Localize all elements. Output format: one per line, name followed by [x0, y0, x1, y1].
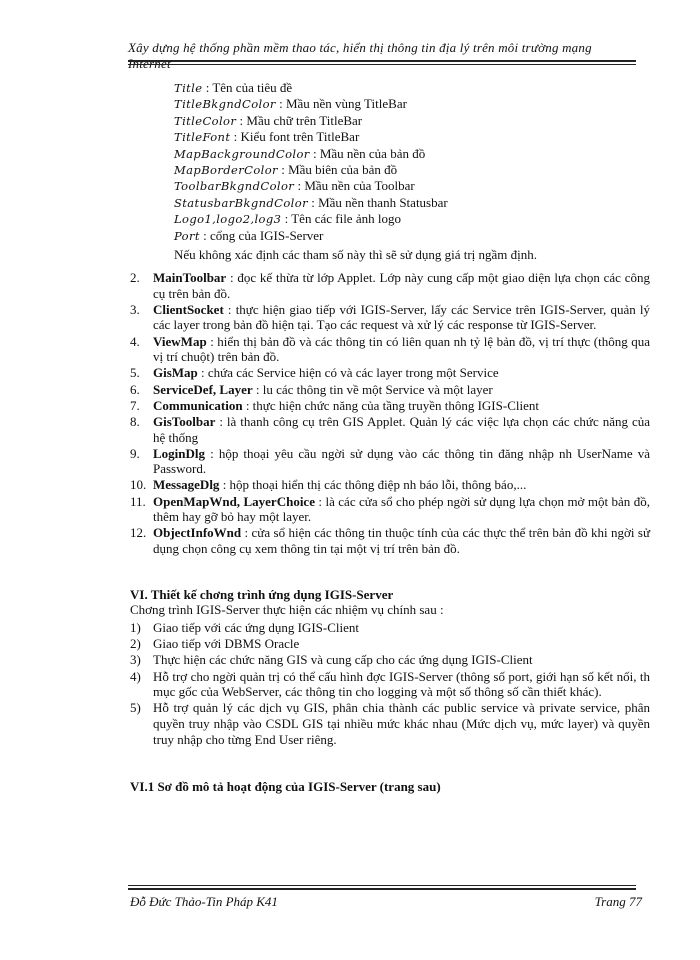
list-item [130, 477, 650, 493]
param-name: Port [174, 228, 200, 243]
param-name: TitleBkgndColor [174, 97, 276, 112]
item-number: 3) [130, 652, 141, 668]
param-line [174, 113, 448, 129]
class-name: GisMap [153, 365, 198, 381]
class-desc: : thực hiện chức năng của tầng truyền thông IGIS-Client [242, 397, 539, 413]
list-item [130, 652, 650, 668]
list-item [130, 302, 650, 333]
item-number: 8. [130, 413, 140, 429]
item-number: 4. [130, 333, 140, 349]
item-number: 11. [130, 493, 146, 509]
item-number: 12. [130, 525, 147, 541]
list-item [130, 525, 650, 556]
item-text [153, 334, 650, 365]
class-desc: : đọc kế thừa từ lớp Applet. Lớp này cung cấp một giao diện lựa chọn các công cụ trên bản đồ. [153, 270, 650, 301]
class-desc: : hộp thoại hiển thị các thông điệp nh báo lỗi, thông báo,... [219, 477, 527, 493]
list-item [130, 446, 650, 477]
param-desc: : Tên các file ảnh logo [281, 211, 401, 227]
param-name: TitleColor [174, 113, 237, 128]
item-number: 7. [130, 397, 140, 413]
list-item [130, 620, 650, 636]
list-item [130, 414, 650, 445]
item-text [153, 494, 650, 525]
param-desc: : Mầu nền vùng TitleBar [275, 96, 407, 112]
subsection-heading: VI.1 Sơ đồ mô tả hoạt động của IGIS-Server (trang sau) [130, 779, 441, 794]
item-text: Hỗ trợ quản lý các dịch vụ GIS, phân chia thành các public service và private service, phân quyền truy nhập vào CSDL GIS tại nhiều mức khác nhau (Mức dịch vụ, mức layer) và quyền truy nhập cho từng End User riêng. [153, 700, 650, 747]
class-desc: : cửa sổ hiện các thông tin thuộc tính của các thực thể trên bản đồ khi ngời sử dụng chọn công cụ xem thông tin tại một vị trí trên bản đồ. [153, 525, 650, 557]
class-desc: : lu các thông tin về một Service và một layer [252, 381, 493, 397]
parameter-list [174, 80, 448, 244]
param-desc: : Mầu chữ trên TitleBar [236, 112, 363, 128]
section-heading: VI. Thiết kế chơng trình ứng dụng IGIS-Server [130, 587, 394, 602]
param-line [174, 96, 448, 112]
item-text [153, 525, 650, 556]
item-text: Giao tiếp với các ứng dụng IGIS-Client [153, 620, 359, 635]
param-name: StatusbarBkgndColor [174, 195, 308, 210]
item-number: 2. [130, 270, 140, 285]
item-text [153, 414, 650, 445]
item-number: 6. [130, 381, 140, 397]
class-name: ClientSocket [153, 301, 224, 317]
header-rule [128, 60, 636, 62]
class-name: OpenMapWnd, LayerChoice [153, 493, 315, 509]
class-desc: : là thanh công cụ trên GIS Applet. Quản lý các việc lựa chọn các chức năng của hệ thống [153, 413, 650, 445]
list-item [130, 636, 650, 652]
class-name: ObjectInfoWnd [153, 525, 242, 541]
list-item [130, 334, 650, 365]
param-line [174, 129, 448, 145]
list-item [130, 365, 650, 381]
class-name: GisToolbar [153, 413, 216, 429]
param-line [174, 146, 448, 162]
param-name: ToolbarBkgndColor [174, 179, 295, 194]
class-name: ServiceDef, Layer [153, 381, 253, 397]
item-text [153, 302, 650, 333]
default-values-note: Nếu không xác định các tham số này thì sẽ sử dụng giá trị ngầm định. [174, 247, 538, 262]
item-text [153, 365, 650, 381]
class-name: ViewMap [153, 333, 207, 349]
item-text [153, 446, 650, 477]
item-number: 5) [130, 700, 141, 716]
item-number: 4) [130, 668, 141, 684]
class-name: LoginDlg [153, 445, 206, 461]
class-desc: : chứa các Service hiện có và các layer trong một Service [197, 365, 499, 381]
param-desc: : Mầu biên của bản đồ [277, 162, 398, 178]
item-text [153, 398, 650, 414]
param-line [174, 80, 448, 96]
param-name: TitleFont [174, 130, 231, 145]
param-name: Title [174, 81, 203, 95]
class-desc: : thực hiện giao tiếp với IGIS-Server, lấy các Service trên IGIS-Server, quản lý các layer trong bản đồ hiện tại. Tạo các request và xử lý các response từ IGIS-Server. [153, 301, 650, 333]
class-name: MessageDlg [153, 477, 220, 493]
class-name: MainToolbar [153, 270, 227, 285]
item-text: Hỗ trợ cho ngời quản trị có thể cấu hình đợc IGIS-Server (thông số port, giới hạn số kết nối, th mục gốc của WebServer, các thông tin cho logging và một số thông số cần thiết khác). [153, 668, 650, 700]
list-item [130, 382, 650, 398]
param-desc: : Tên của tiêu đề [202, 80, 293, 95]
param-desc: : Mầu nền của Toolbar [294, 178, 415, 194]
item-number: 2) [130, 636, 141, 652]
item-text [153, 382, 650, 398]
param-line [174, 211, 448, 227]
param-name: Logo1,logo2,log3 [174, 212, 282, 227]
item-number: 5. [130, 365, 140, 381]
param-name: MapBackgroundColor [174, 146, 310, 161]
param-desc: : cổng của IGIS-Server [199, 227, 324, 243]
task-list [130, 620, 650, 748]
footer-author: Đỗ Đức Thảo-Tin Pháp K41 [130, 894, 278, 909]
list-item [130, 494, 650, 525]
list-item [130, 669, 650, 700]
param-line [174, 228, 448, 244]
param-desc: : Kiểu font trên TitleBar [230, 129, 360, 145]
class-desc: : hộp thoại yêu cầu ngời sử dụng vào các thông tin đăng nhập nh UserName và Password. [153, 445, 650, 477]
footer-rule [128, 888, 636, 890]
section-intro: Chơng trình IGIS-Server thực hiện các nhiệm vụ chính sau : [130, 602, 444, 617]
header-title: Xây dựng hệ thống phần mềm thao tác, hiển thị thông tin địa lý trên môi trường mạng Internet [128, 40, 592, 71]
param-line [174, 178, 448, 194]
list-item [130, 398, 650, 414]
item-number: 10. [130, 477, 147, 493]
list-item [130, 270, 650, 301]
item-text: Giao tiếp với DBMS Oracle [153, 636, 300, 652]
class-list [130, 270, 650, 557]
header-rule-thin [128, 64, 636, 65]
class-desc: : hiển thị bản đồ và các thông tin có liên quan nh tỷ lệ bản đồ, vị trí thực (thông qua vị trí chuột) trên bản đồ. [153, 333, 650, 365]
footer-rule-thin [128, 885, 636, 886]
param-desc: : Mầu nền thanh Statusbar [307, 194, 448, 210]
item-text: Thực hiện các chức năng GIS và cung cấp cho các ứng dụng IGIS-Client [153, 652, 533, 668]
param-name: MapBorderColor [174, 163, 278, 178]
list-item [130, 700, 650, 747]
item-number: 3. [130, 301, 140, 317]
item-text [153, 477, 650, 493]
item-text [153, 270, 650, 301]
page-number: Trang 77 [594, 894, 642, 909]
item-number: 9. [130, 445, 140, 461]
param-line [174, 195, 448, 211]
param-line [174, 162, 448, 178]
class-desc: : là các cửa sổ cho phép ngời sử dụng lựa chọn mở một bản đồ, thêm hay gỡ bỏ hay một layer. [153, 493, 650, 525]
param-desc: : Mầu nền của bản đồ [309, 145, 426, 161]
item-number: 1) [130, 620, 141, 635]
class-name: Communication [153, 397, 243, 413]
